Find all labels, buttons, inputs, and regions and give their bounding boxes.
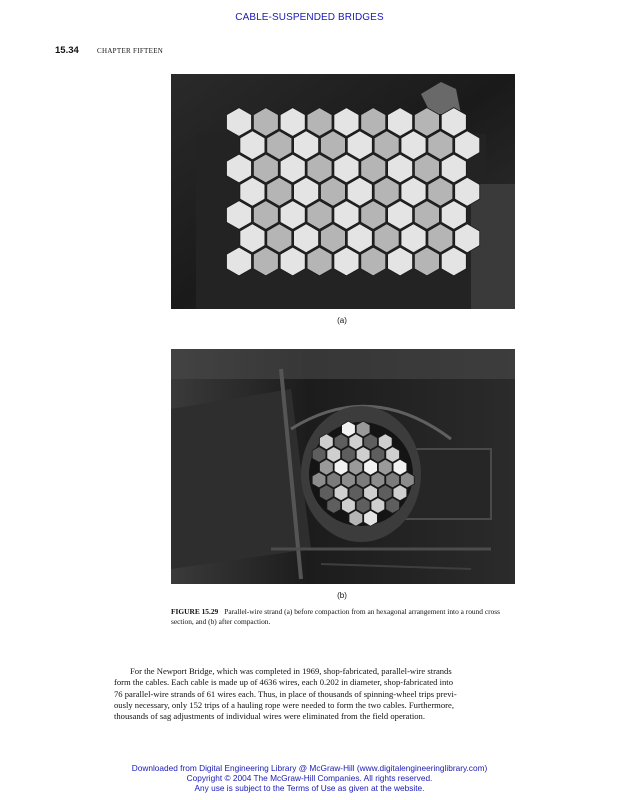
wire-strand-hexagon [378, 434, 392, 450]
footer [0, 763, 619, 793]
wire-strand-hexagon [342, 472, 356, 488]
body-line: ously necessary, only 152 trips of a hauling rope were needed to form the two cables. Furthermore, [114, 699, 454, 710]
wire-strand-hexagon [356, 472, 370, 488]
wire-strand-hexagon [342, 498, 356, 514]
wire-strand-hexagon [320, 459, 334, 475]
wire-strand-hexagon [386, 447, 400, 463]
wire-strand-hexagon [349, 434, 363, 450]
figure-id: FIGURE 15.29 [171, 607, 219, 616]
footer-terms-line: Any use is subject to the Terms of Use as given at the website. [194, 783, 425, 793]
subfigure-a-label: (a) [337, 316, 347, 325]
figure-caption [171, 607, 521, 627]
wire-strand-hexagon [320, 485, 334, 501]
wire-strand-hexagon [327, 472, 341, 488]
wire-strand-hexagon [356, 498, 370, 514]
wire-strand-hexagon [349, 459, 363, 475]
wire-strand-hexagon [401, 472, 415, 488]
page-number: 15.34 [55, 45, 79, 56]
wire-strand-hexagon [364, 459, 378, 475]
subfigure-b-label: (b) [337, 591, 347, 600]
wire-strand-hexagon [371, 472, 385, 488]
wire-strand-hexagon [393, 485, 407, 501]
wire-strand-hexagon [342, 421, 356, 437]
running-title: CABLE-SUSPENDED BRIDGES [235, 12, 384, 23]
figure-caption-text: Parallel-wire strand (a) before compaction from an hexagonal arrangement into a round cross section, and (b) after compaction. [171, 607, 501, 626]
wire-strand-hexagon [342, 447, 356, 463]
wire-strand-hexagon [312, 472, 326, 488]
wire-strand-hexagon [371, 447, 385, 463]
wire-strand-hexagon [386, 498, 400, 514]
wire-strand-hexagon [371, 498, 385, 514]
footer-copyright-line: Copyright © 2004 The McGraw-Hill Companies. All rights reserved. [186, 773, 433, 783]
wire-strand-hexagon [364, 485, 378, 501]
wire-strand-hexagon [334, 459, 348, 475]
body-line: form the cables. Each cable is made up of 4636 wires, each 0.202 in diameter, shop-fabricated into [114, 677, 453, 688]
wire-strand-hexagon [364, 510, 378, 526]
wire-strand-hexagon [327, 447, 341, 463]
photo-strand-before-compaction [171, 74, 515, 309]
wire-strand-hexagon [356, 447, 370, 463]
chapter-heading: CHAPTER FIFTEEN [97, 47, 164, 55]
wire-strand-hexagon [364, 434, 378, 450]
body-line: 76 parallel-wire strands of 61 wires each. Thus, in place of thousands of spinning-wheel trips previ- [114, 688, 457, 699]
footer-download-line: Downloaded from Digital Engineering Library @ McGraw-Hill (www.digitalengineeringlibrary.com) [131, 763, 488, 773]
wire-strand-hexagon [356, 421, 370, 437]
wire-strand-hexagon [320, 434, 334, 450]
wire-strand-hexagon [393, 459, 407, 475]
body-line: thousands of sag adjustments of individual wires were eliminated from the field operation. [114, 711, 425, 722]
photo-strand-after-compaction [171, 349, 515, 584]
wire-strand-hexagon [349, 510, 363, 526]
wire-strand-hexagon [327, 498, 341, 514]
wire-strand-hexagon [312, 447, 326, 463]
wire-strand-hexagon [334, 485, 348, 501]
wire-strand-hexagon [349, 485, 363, 501]
body-paragraph [114, 666, 574, 722]
wire-strand-hexagon [334, 434, 348, 450]
wire-strand-hexagon [386, 472, 400, 488]
wire-strand-hexagon [378, 485, 392, 501]
wire-strand-hexagon [378, 459, 392, 475]
body-line: For the Newport Bridge, which was completed in 1969, shop-fabricated, parallel-wire strands [130, 666, 452, 676]
